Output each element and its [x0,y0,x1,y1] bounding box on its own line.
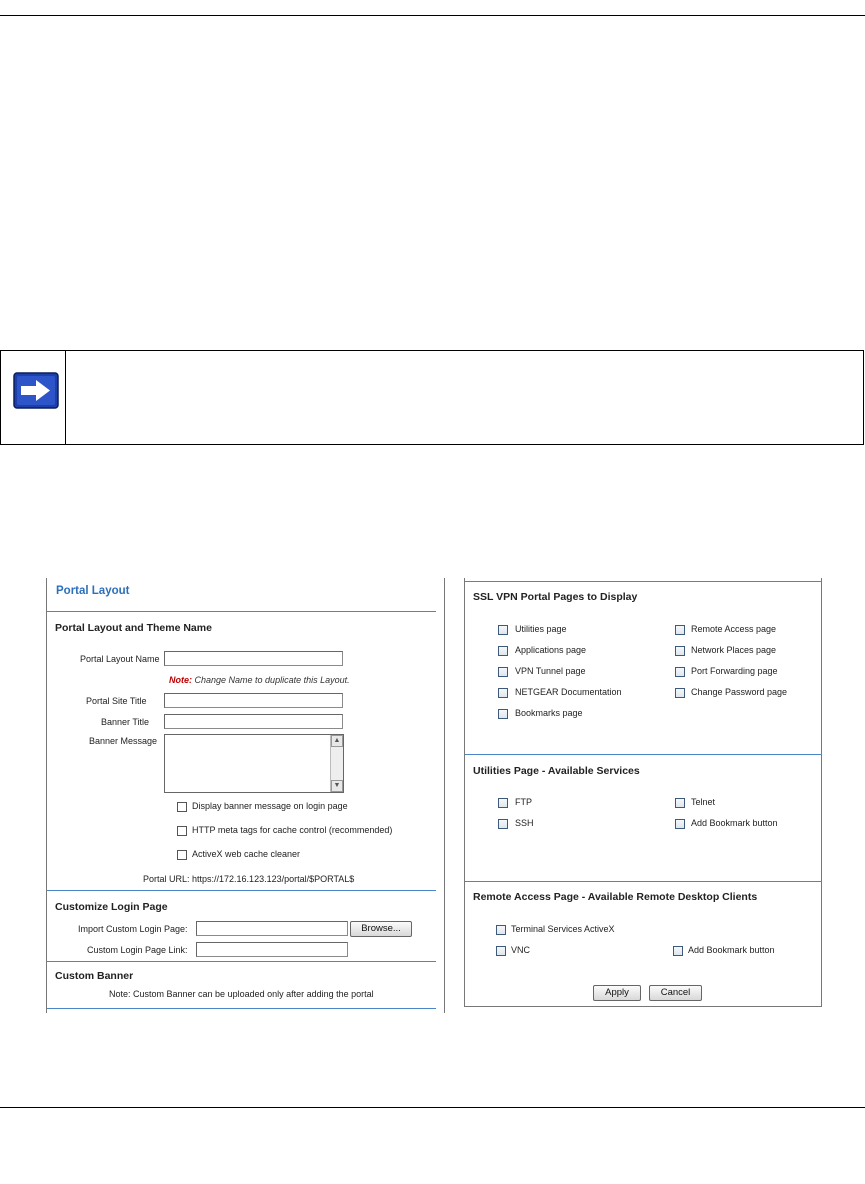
scroll-down-icon[interactable]: ▼ [331,780,343,792]
apply-button[interactable]: Apply [593,985,641,1001]
remote-label: Add Bookmark button [688,945,775,955]
import-login-label: Import Custom Login Page: [78,924,188,934]
portal-layout-panel [46,578,445,1013]
utility-label: SSH [515,818,534,828]
section-rule [465,881,822,882]
section-title-pages: SSL VPN Portal Pages to Display [473,591,638,603]
page-checkbox-port-forwarding[interactable] [675,667,685,677]
browse-button[interactable]: Browse... [350,921,412,937]
utility-label: FTP [515,797,532,807]
page-checkbox-remote-access[interactable] [675,625,685,635]
section-rule [47,961,436,962]
section-title-remote: Remote Access Page - Available Remote Desktop Clients [473,891,758,903]
page-checkbox-network-places[interactable] [675,646,685,656]
section-title-login: Customize Login Page [55,901,168,913]
banner-title-input[interactable] [164,714,343,729]
section-rule [47,890,436,891]
custom-banner-note: Note: Custom Banner can be uploaded only after adding the portal [109,989,374,999]
header-rule [0,15,865,16]
note-box [0,350,864,445]
banner-message-textarea[interactable] [164,734,344,793]
section-rule [47,1008,436,1009]
page-checkbox-applications[interactable] [498,646,508,656]
utility-label: Telnet [691,797,716,807]
scroll-up-icon[interactable]: ▲ [331,735,343,747]
remote-checkbox-vnc[interactable] [496,946,506,956]
login-link-label: Custom Login Page Link: [87,945,188,955]
option-checkbox-banner-login[interactable] [177,802,187,812]
section-rule [465,581,822,582]
section-title-theme: Portal Layout and Theme Name [55,622,212,634]
utility-checkbox-ssh[interactable] [498,819,508,829]
page-checkbox-bookmarks[interactable] [498,709,508,719]
utility-label: Add Bookmark button [691,818,778,828]
import-login-input[interactable] [196,921,348,936]
page-label: NETGEAR Documentation [515,687,622,697]
note-prefix: Note: [169,675,192,685]
page-label: Utilities page [515,624,567,634]
page-label: Port Forwarding page [691,666,778,676]
page-label: Bookmarks page [515,708,583,718]
page-label: Network Places page [691,645,777,655]
page-label: Remote Access page [691,624,777,634]
portal-layout-title: Portal Layout [56,585,130,597]
section-rule [465,754,822,755]
cancel-button[interactable]: Cancel [649,985,702,1001]
option-label: ActiveX web cache cleaner [192,849,301,859]
option-checkbox-activex-cleaner[interactable] [177,850,187,860]
section-title-banner: Custom Banner [55,970,134,982]
layout-name-label: Portal Layout Name [80,654,160,664]
duplicate-note [169,675,350,685]
section-title-utilities: Utilities Page - Available Services [473,765,640,777]
layout-name-input[interactable] [164,651,343,666]
remote-label: VNC [511,945,531,955]
option-checkbox-http-meta[interactable] [177,826,187,836]
note-divider [65,351,66,444]
footer-rule [0,1107,865,1108]
site-title-label: Portal Site Title [86,696,147,706]
section-rule [47,611,436,612]
option-label: HTTP meta tags for cache control (recommended) [192,825,393,835]
arrow-right-icon [13,372,59,409]
page-label: Change Password page [691,687,788,697]
note-text: Change Name to duplicate this Layout. [194,675,350,685]
utility-checkbox-add-bookmark[interactable] [675,819,685,829]
remote-checkbox-add-bookmark[interactable] [673,946,683,956]
scrollbar[interactable] [330,735,343,792]
remote-label: Terminal Services ActiveX [511,924,615,934]
page-checkbox-vpn-tunnel[interactable] [498,667,508,677]
utility-checkbox-ftp[interactable] [498,798,508,808]
page-checkbox-netgear-docs[interactable] [498,688,508,698]
site-title-input[interactable] [164,693,343,708]
page-label: Applications page [515,645,587,655]
option-label: Display banner message on login page [192,801,348,811]
utility-checkbox-telnet[interactable] [675,798,685,808]
page-label: VPN Tunnel page [515,666,586,676]
login-link-input[interactable] [196,942,348,957]
page-checkbox-change-password[interactable] [675,688,685,698]
portal-url: Portal URL: https://172.16.123.123/portal/$PORTAL$ [143,874,355,884]
remote-checkbox-terminal-services[interactable] [496,925,506,935]
portal-pages-panel [464,578,822,1007]
banner-message-label: Banner Message [89,736,158,746]
banner-title-label: Banner Title [101,717,150,727]
page-checkbox-utilities[interactable] [498,625,508,635]
